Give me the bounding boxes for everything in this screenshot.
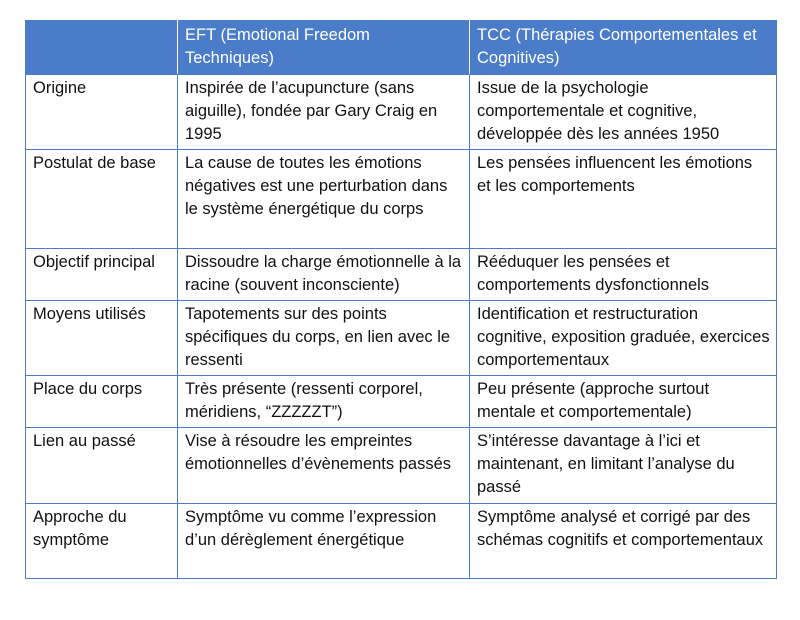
eft-cell: Inspirée de l’acupuncture (sans aiguille), fondée par Gary Craig en 1995 — [178, 75, 470, 150]
table-row — [26, 376, 777, 428]
eft-cell: La cause de toutes les émotions négatives est une perturbation dans le système énergétique du corps — [178, 150, 470, 249]
tcc-cell: Symptôme analysé et corrigé par des schémas cognitifs et comportementaux — [470, 504, 777, 579]
eft-cell: Vise à résoudre les empreintes émotionnelles d’évènements passés — [178, 428, 470, 504]
row-label: Objectif principal — [26, 249, 178, 301]
row-label: Lien au passé — [26, 428, 178, 504]
tcc-cell: Rééduquer les pensées et comportements dysfonctionnels — [470, 249, 777, 301]
table-body — [26, 75, 777, 579]
tcc-cell: Identification et restructuration cognitive, exposition graduée, exercices comportementaux — [470, 301, 777, 376]
eft-cell: Tapotements sur des points spécifiques du corps, en lien avec le ressenti — [178, 301, 470, 376]
eft-cell: Symptôme vu comme l’expression d’un dérèglement énergétique — [178, 504, 470, 579]
table-row — [26, 249, 777, 301]
header-eft: EFT (Emotional Freedom Techniques) — [178, 21, 470, 75]
table-row — [26, 301, 777, 376]
header-tcc: TCC (Thérapies Comportementales et Cognitives) — [470, 21, 777, 75]
table-row — [26, 75, 777, 150]
row-label: Place du corps — [26, 376, 178, 428]
tcc-cell: Peu présente (approche surtout mentale et comportementale) — [470, 376, 777, 428]
table-row — [26, 150, 777, 249]
eft-vs-tcc-comparison-table — [25, 20, 777, 579]
tcc-cell: Issue de la psychologie comportementale et cognitive, développée dès les années 1950 — [470, 75, 777, 150]
row-label: Moyens utilisés — [26, 301, 178, 376]
row-label: Postulat de base — [26, 150, 178, 249]
eft-cell: Dissoudre la charge émotionnelle à la racine (souvent inconsciente) — [178, 249, 470, 301]
tcc-cell: Les pensées influencent les émotions et les comportements — [470, 150, 777, 249]
tcc-cell: S’intéresse davantage à l’ici et maintenant, en limitant l’analyse du passé — [470, 428, 777, 504]
header-empty-cell — [26, 21, 178, 75]
table-header — [26, 21, 777, 75]
row-label: Origine — [26, 75, 178, 150]
eft-cell: Très présente (ressenti corporel, méridiens, “ZZZZZT”) — [178, 376, 470, 428]
comparison-table-wrapper — [25, 20, 776, 579]
table-row — [26, 504, 777, 579]
header-row — [26, 21, 777, 75]
table-row — [26, 428, 777, 504]
row-label: Approche du symptôme — [26, 504, 178, 579]
